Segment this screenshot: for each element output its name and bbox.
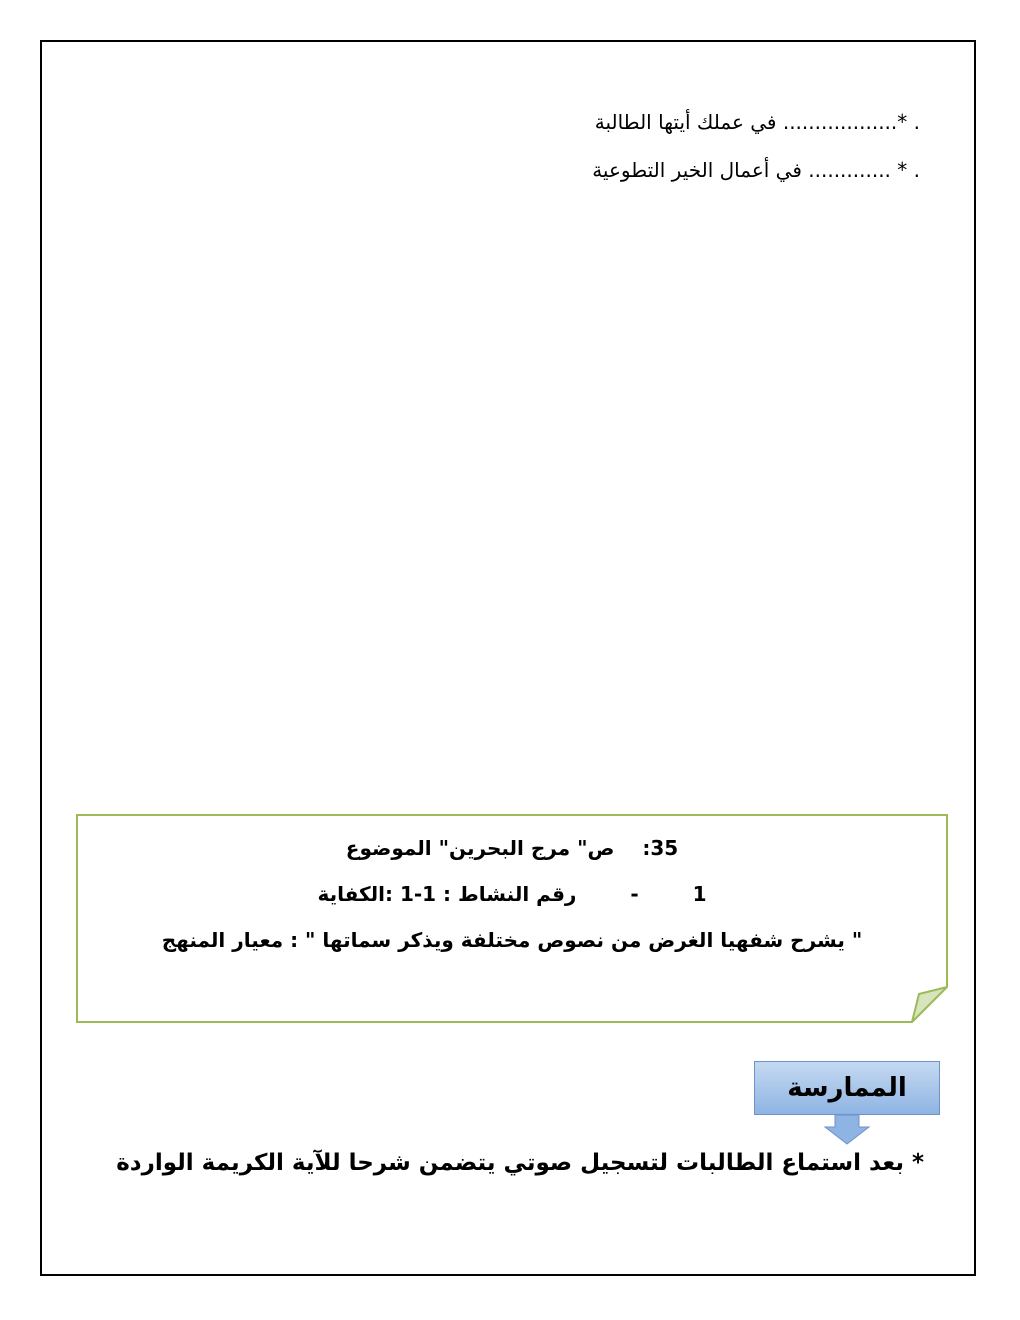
practice-heading: الممارسة bbox=[754, 1061, 940, 1115]
lesson-activity bbox=[76, 882, 948, 906]
activity-text: رقم النشاط : 1-1 :الكفاية bbox=[317, 882, 577, 906]
topic-page: 35: bbox=[642, 836, 679, 860]
activity-dash: - bbox=[630, 882, 639, 906]
curriculum-standard: " يشرح شفهيا الغرض من نصوص مختلفة ويذكر سماتها " : معيار المنهج bbox=[161, 928, 863, 952]
arrow-down-icon bbox=[822, 1115, 872, 1145]
fill-in-line-1: . *.................. في عملك أيتها الطالبة bbox=[594, 110, 920, 134]
lesson-topic bbox=[76, 836, 948, 860]
practice-instruction: * بعد استماع الطالبات لتسجيل صوتي يتضمن شرحا للآية الكريمة الواردة bbox=[116, 1150, 924, 1176]
fill-in-line-2: . * ............. في أعمال الخير التطوعية bbox=[592, 158, 920, 182]
activity-number: 1 bbox=[692, 882, 707, 906]
topic-text: ص" مرج البحرين" الموضوع bbox=[345, 836, 615, 860]
lesson-info-box bbox=[76, 814, 948, 1023]
